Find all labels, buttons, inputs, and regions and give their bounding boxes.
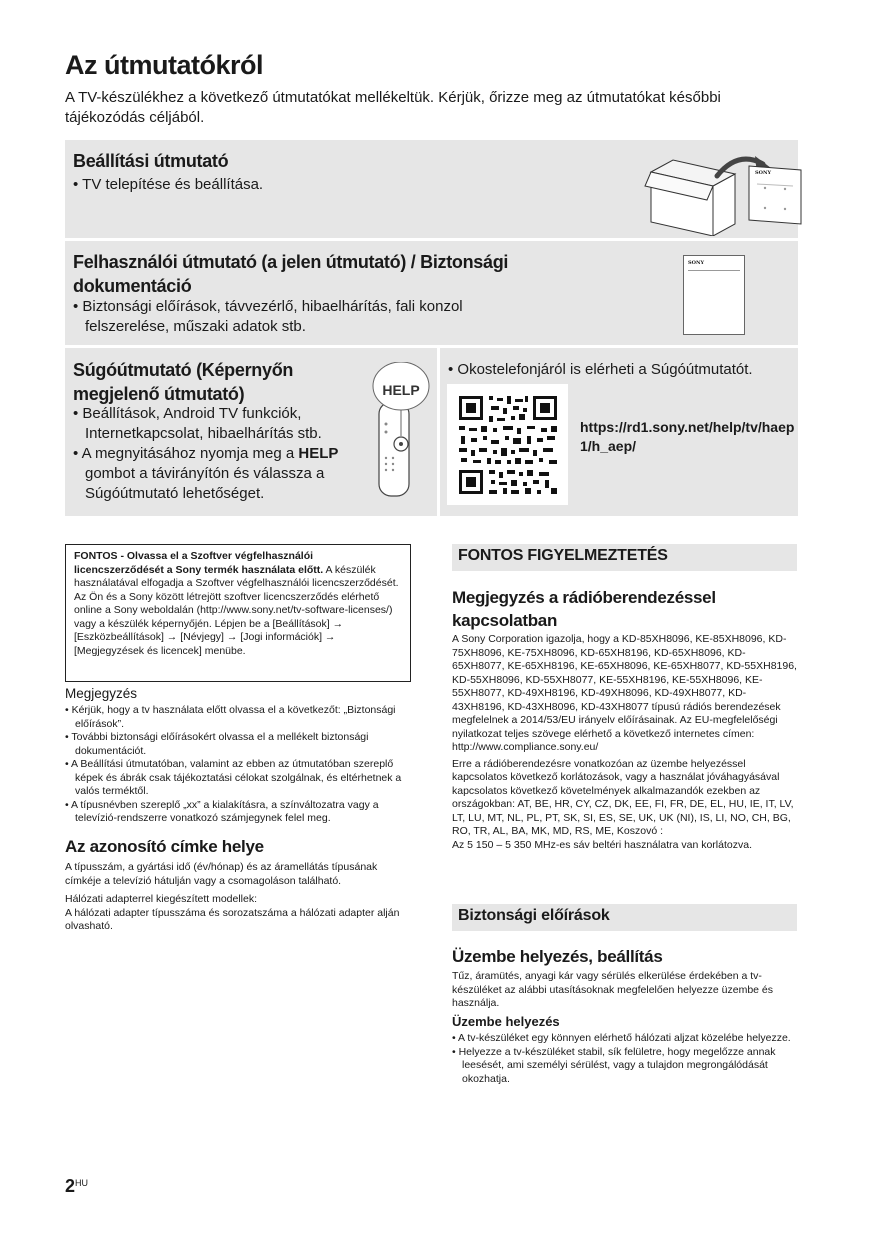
list-item: • Okostelefonjáról is elérheti a Súgóútmutatót. bbox=[448, 360, 793, 380]
qr-code bbox=[447, 384, 568, 505]
radio-notice-p2: Erre a rádióberendezésre vonatkozóan az üzembe helyezéssel kapcsolatos következő korlátozások, vagy a használat jóváhagyásával kapcsolatos következő követelmények alkalmazandók ezekben az országokban: AT, BE, HR, CY, CZ, DK, EE, FI, FR, DE, EL, HU, IE, IT, LV, LT, LU, MT, NL, PL, PT, SK, SI, ES, SE, UK, UK (NI), IS, LI, NO, CH, BG, RO, TR, AL, BA, MK, MD, RS, ME, Koszovó : bbox=[452, 757, 794, 837]
important-warning-bar: FONTOS FIGYELMEZTETÉS bbox=[452, 544, 797, 571]
safety-bar: Biztonsági előírások bbox=[452, 904, 797, 931]
list-item: • TV telepítése és beállítása. bbox=[73, 175, 263, 195]
installation-list bbox=[452, 1032, 792, 1086]
list-item: • További biztonsági előírásokért olvassa el a mellékelt biztonsági dokumentációt. bbox=[65, 731, 415, 758]
list-item: • A típusnévben szereplő „xx” a kialakításra, a színváltozatra vagy a televízió-rendszerre vonatkozó számjegynek felel meg. bbox=[65, 799, 415, 826]
help-guide-title: Súgóútmutató (Képernyőn megjelenő útmutató) bbox=[73, 360, 294, 404]
setup-guide-list bbox=[73, 175, 263, 195]
smartphone-list bbox=[448, 360, 793, 380]
user-guide-title: Felhasználói útmutató (a jelen útmutató) / Biztonsági dokumentáció bbox=[73, 252, 509, 296]
important-license-text: A készülék használatával elfogadja a Szoftver végfelhasználói licencszerződését. Az Ön és a Sony között létrejött szoftver licencszerződés elérhető online a Sony weboldalán (http://www.sony.net/tv-software-licenses/) vagy a készülék képernyőjén. Lépjen be a [Beállítások] → [Eszközbeállítások] → [Névjegy] → [Jogi információk] → [Megjegyzések és licencek] menübe. bbox=[74, 563, 399, 657]
intro-text: A TV-készülékhez a következő útmutatókat mellékeltük. Kérjük, őrizze meg az útmutatókat későbbi tájékozódás céljából. bbox=[65, 89, 721, 126]
list-item: • A Beállítási útmutatóban, valamint az ebben az útmutatóban szereplő képek és ábrák csak tájékoztatási célokat szolgálnak, és eltérhetnek a valós terméktől. bbox=[65, 758, 415, 799]
setup-guide-box bbox=[65, 140, 798, 238]
list-item: • A megnyitásához nyomja meg a HELP gombot a távirányítón és válassza a Súgóútmutató lehetőséget. bbox=[73, 444, 363, 504]
important-license-bold: FONTOS - Olvassa el a Szoftver végfelhasználói licencszerződését a Sony termék használata előtt. bbox=[74, 550, 324, 576]
smartphone-help-box bbox=[440, 348, 798, 516]
setup-guide-title: Beállítási útmutató bbox=[73, 151, 229, 171]
user-manual-brand: SONY bbox=[688, 260, 705, 266]
help-guide-list bbox=[73, 404, 363, 504]
list-item: • Biztonsági előírások, távvezérlő, hibaelhárítás, fali konzol felszerelése, műszaki adatok stb. bbox=[73, 297, 523, 337]
id-label-text bbox=[65, 861, 410, 934]
qr-code-icon bbox=[447, 384, 568, 505]
help-guide-box bbox=[65, 348, 437, 516]
installation-heading: Üzembe helyezés, beállítás bbox=[452, 947, 663, 966]
id-label-p1: A típusszám, a gyártási idő (év/hónap) és az áramellátás típusának címkéje a televízió hátulján vagy a csomagoláson található. bbox=[65, 861, 378, 887]
radio-notice-text bbox=[452, 633, 798, 852]
page-title: Az útmutatókról bbox=[65, 50, 263, 80]
radio-notice-p3: Az 5 150 – 5 350 MHz-es sáv beltéri használatra van korlátozva. bbox=[452, 838, 752, 851]
user-guide-box bbox=[65, 241, 798, 345]
note-list bbox=[65, 704, 415, 826]
installation-subheading: Üzembe helyezés bbox=[452, 1014, 560, 1029]
id-label-p2: Hálózati adapterrel kiegészített modellek: bbox=[65, 893, 258, 905]
list-item: • Beállítások, Android TV funkciók, Internetkapcsolat, hibaelhárítás stb. bbox=[73, 404, 363, 444]
page-number: $2^{HU}$ bbox=[65, 1176, 89, 1196]
user-manual-icon bbox=[683, 255, 745, 335]
list-item: • Kérjük, hogy a tv használata előtt olvassa el a következőt: „Biztonsági előírások”. bbox=[65, 704, 415, 731]
user-guide-list bbox=[73, 297, 523, 337]
note-heading: Megjegyzés bbox=[65, 686, 138, 701]
installation-intro: Tűz, áramütés, anyagi kár vagy sérülés elkerülése érdekében a tv-készüléket az alábbi utasításoknak megfelelően helyezze üzembe és használja. bbox=[452, 970, 774, 1009]
radio-notice-heading: Megjegyzés a rádióberendezéssel kapcsolatban bbox=[452, 588, 716, 630]
id-label-p3: A hálózati adapter típusszáma és sorozatszáma a hálózati adapter alján olvasható. bbox=[65, 906, 400, 932]
important-license-box bbox=[65, 544, 411, 682]
setup-manual-brand: SONY bbox=[755, 170, 772, 176]
radio-notice-p1: A Sony Corporation igazolja, hogy a KD-85XH8096, KE-85XH8096, KD-75XH8096, KE-75XH8096, KD-65XH8196, KD-65XH8096, KD-65XH8077, KE-65XH8196, KE-65XH8096, KE-65XH8077, KD-55XH8196, KD-55XH8096, KD-55XH8077, KE-55XH8196, KE-55XH8096, KE-55XH8077, KD-49XH8196, KD-49XH8096, KD-49XH8077, KD-43XH8196, KD-43XH8096, KD-43XH8077 típusú rádiós berendezések megfelelnek a 2014/53/EU irányelv előírásainak. Az EU-megfelelőségi nyilatkozat teljes szövege elérhető a következő internetes címen: bbox=[452, 633, 797, 740]
setup-manual-icon bbox=[745, 162, 805, 226]
help-url-link[interactable]: https://rd1.sony.net/help/tv/haep1/h_aep/ bbox=[580, 419, 795, 454]
compliance-url[interactable]: http://www.compliance.sony.eu/ bbox=[452, 741, 599, 753]
language-code: HU bbox=[75, 1178, 89, 1188]
help-button-label: HELP bbox=[382, 382, 420, 398]
list-item: • A tv-készüléket egy könnyen elérhető hálózati aljzat közelébe helyezze. bbox=[452, 1032, 792, 1046]
id-label-heading: Az azonosító címke helye bbox=[65, 837, 264, 856]
list-item: • Helyezze a tv-készüléket stabil, sík felületre, hogy megelőzze annak leesését, ami személyi sérülést, vagy a tulajdon megrongálódását okozhatja. bbox=[452, 1046, 792, 1087]
